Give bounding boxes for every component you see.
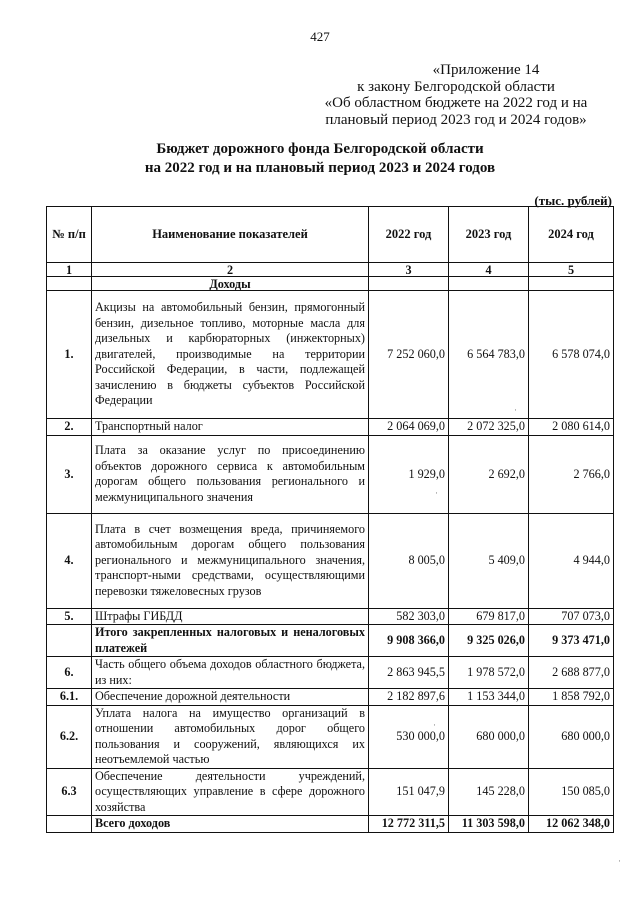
table-row xyxy=(47,689,614,706)
value-2024: 2 766,0 xyxy=(529,435,614,513)
row-name: Обеспечение дорожной деятельности xyxy=(92,689,369,706)
row-number: 1. xyxy=(47,291,92,419)
appendix-line-4: плановый период 2023 год и 2024 годов» xyxy=(325,111,587,128)
table-row xyxy=(47,513,614,608)
value-2023: 5 409,0 xyxy=(449,513,529,608)
row-name: Плата за оказание услуг по присоединению объектов дорожного сервиса к автомобильным дорогам общего пользования регионального и межмуниципального значения xyxy=(92,435,369,513)
row-number: 3. xyxy=(47,435,92,513)
header-2023: 2023 год xyxy=(449,207,529,263)
appendix-line-3: «Об областном бюджете на 2022 год и на xyxy=(324,95,588,111)
table-row xyxy=(47,657,614,689)
table-row xyxy=(47,291,614,419)
row-number xyxy=(47,816,92,833)
title-line-1: Бюджет дорожного фонда Белгородской области xyxy=(156,141,484,157)
appendix-reference xyxy=(300,62,612,128)
column-number: 3 xyxy=(369,263,449,277)
row-name: Акцизы на автомобильный бензин, прямогонный бензин, дизельное топливо, моторные масла для дизельных и карбюраторных (инжекторных) двигателей, производимые на территории Российской Федерации, в части, подлежащей зачислению в бюджеты субъектов Российской Федерации xyxy=(92,291,369,419)
value-2022: 1 929,0 xyxy=(369,435,449,513)
column-number: 1 xyxy=(47,263,92,277)
value-2022: 151 047,9 xyxy=(369,768,449,816)
section-spacer xyxy=(449,277,529,291)
header-2022: 2022 год xyxy=(369,207,449,263)
value-2024: 2 080 614,0 xyxy=(529,419,614,436)
row-number: 6. xyxy=(47,657,92,689)
row-name: Плата в счет возмещения вреда, причиняемого автомобильным дорогам общего пользования регионального и межмуниципального значения, транспорт-ными средствами, осуществляющими перевозки тяжеловесных грузов xyxy=(92,513,369,608)
value-2022: 7 252 060,0 xyxy=(369,291,449,419)
value-2023: 145 228,0 xyxy=(449,768,529,816)
value-2023: 2 692,0 xyxy=(449,435,529,513)
scan-speck: · xyxy=(433,720,436,730)
row-name: Итого закрепленных налоговых и неналоговых платежей xyxy=(92,625,369,657)
value-2022: 2 182 897,6 xyxy=(369,689,449,706)
value-2024: 2 688 877,0 xyxy=(529,657,614,689)
table-row xyxy=(47,768,614,816)
table-header-row xyxy=(47,207,614,263)
title-line-2: на 2022 год и на плановый период 2023 и 2024 годов xyxy=(144,160,496,176)
value-2023: 11 303 598,0 xyxy=(449,816,529,833)
value-2024: 6 578 074,0 xyxy=(529,291,614,419)
value-2022: 12 772 311,5 xyxy=(369,816,449,833)
section-spacer xyxy=(529,277,614,291)
row-name: Транспортный налог xyxy=(92,419,369,436)
value-2024: 12 062 348,0 xyxy=(529,816,614,833)
column-numbering-row xyxy=(47,263,614,277)
value-2024: 1 858 792,0 xyxy=(529,689,614,706)
table-row xyxy=(47,816,614,833)
row-number: 4. xyxy=(47,513,92,608)
units-label: (тыс. рублей) xyxy=(534,193,612,208)
section-spacer xyxy=(47,277,92,291)
row-number xyxy=(47,625,92,657)
value-2023: 6 564 783,0 xyxy=(449,291,529,419)
value-2024: 9 373 471,0 xyxy=(529,625,614,657)
table-row xyxy=(47,608,614,625)
row-number: 2. xyxy=(47,419,92,436)
budget-table xyxy=(46,206,614,833)
page-number: 427 xyxy=(310,29,330,44)
appendix-line-2: к закону Белгородской области xyxy=(357,78,555,95)
document-title xyxy=(40,140,600,178)
value-2024: 150 085,0 xyxy=(529,768,614,816)
column-number: 2 xyxy=(92,263,369,277)
value-2023: 9 325 026,0 xyxy=(449,625,529,657)
row-name: Всего доходов xyxy=(92,816,369,833)
row-number: 6.2. xyxy=(47,705,92,768)
value-2022: 9 908 366,0 xyxy=(369,625,449,657)
value-2022: 582 303,0 xyxy=(369,608,449,625)
row-number: 5. xyxy=(47,608,92,625)
value-2024: 4 944,0 xyxy=(529,513,614,608)
section-row xyxy=(47,277,614,291)
value-2022: 530 000,0 xyxy=(369,705,449,768)
value-2024: 707 073,0 xyxy=(529,608,614,625)
section-title: Доходы xyxy=(92,277,369,291)
scan-speck: · xyxy=(514,405,517,415)
value-2022: 2 064 069,0 xyxy=(369,419,449,436)
value-2022: 8 005,0 xyxy=(369,513,449,608)
section-spacer xyxy=(369,277,449,291)
header-num: № п/п xyxy=(47,207,92,263)
row-name: Часть общего объема доходов областного бюджета, из них: xyxy=(92,657,369,689)
table-row xyxy=(47,435,614,513)
value-2023: 1 978 572,0 xyxy=(449,657,529,689)
appendix-line-1: «Приложение 14 xyxy=(432,62,540,78)
header-2024: 2024 год xyxy=(529,207,614,263)
scan-speck: · xyxy=(435,488,438,498)
header-name: Наименование показателей xyxy=(92,207,369,263)
table-row xyxy=(47,419,614,436)
column-number: 5 xyxy=(529,263,614,277)
scan-speck: · xyxy=(618,856,621,866)
value-2023: 2 072 325,0 xyxy=(449,419,529,436)
row-name: Обеспечение деятельности учреждений, осуществляющих управление в сфере дорожного хозяйства xyxy=(92,768,369,816)
table-row xyxy=(47,625,614,657)
row-name: Уплата налога на имущество организаций в отношении автомобильных дорог общего пользования и сооружений, являющихся их неотъемлемой частью xyxy=(92,705,369,768)
row-number: 6.3 xyxy=(47,768,92,816)
value-2022: 2 863 945,5 xyxy=(369,657,449,689)
value-2023: 1 153 344,0 xyxy=(449,689,529,706)
value-2023: 680 000,0 xyxy=(449,705,529,768)
column-number: 4 xyxy=(449,263,529,277)
value-2024: 680 000,0 xyxy=(529,705,614,768)
table-row xyxy=(47,705,614,768)
row-number: 6.1. xyxy=(47,689,92,706)
row-name: Штрафы ГИБДД xyxy=(92,608,369,625)
value-2023: 679 817,0 xyxy=(449,608,529,625)
